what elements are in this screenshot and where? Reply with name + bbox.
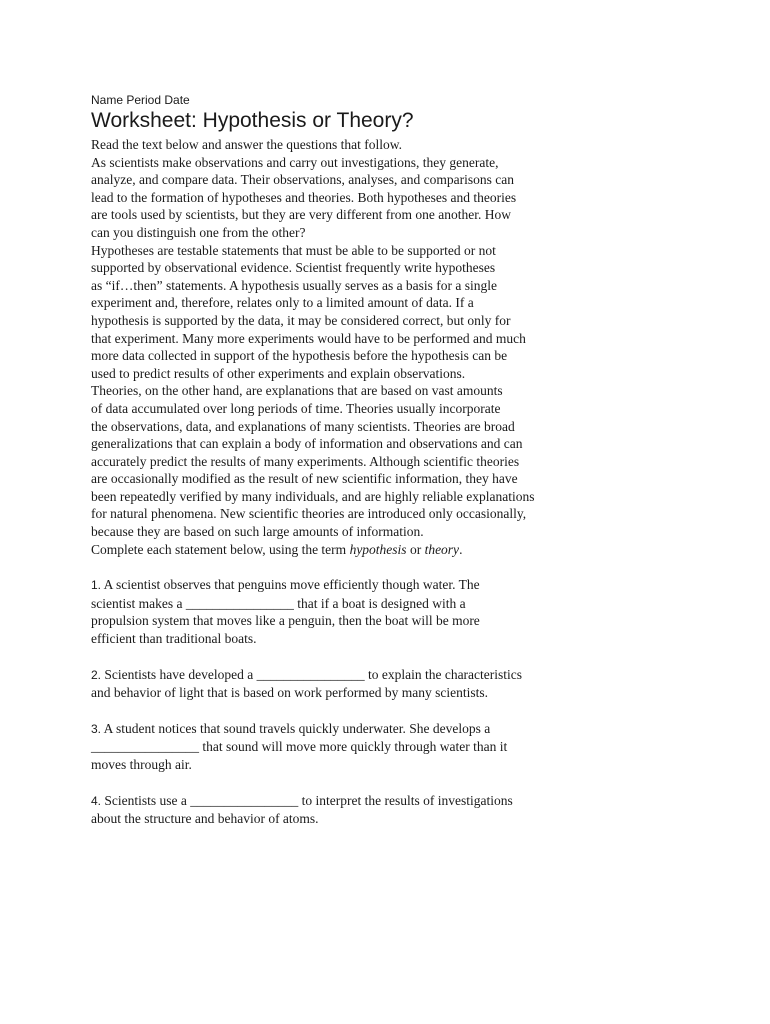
worksheet-title: Worksheet: Hypothesis or Theory? [91,109,414,132]
question-4 [91,792,611,828]
term-hypothesis: hypothesis [349,541,407,557]
instruction-or: or [406,541,425,557]
instruction-prefix: Complete each statement below, using the term [91,541,350,557]
question-text: Scientists have developed a ________________ to explain the characteristics and behavior of light that is based on work performed by many scientists. [91,666,523,701]
question-text: A student notices that sound travels quickly underwater. She develops a ________________ that sound will move more quickly through water than it moves through air. [91,720,508,772]
question-text: Scientists use a ________________ to interpret the results of investigations about the structure and behavior of atoms. [91,792,513,827]
question-number: 4. [91,793,102,808]
question-number: 2. [91,667,102,682]
hypotheses-paragraph: Hypotheses are testable statements that must be able to be supported or not supported by observational evidence. Scientist frequently write hypotheses as “if…then” statements. A hypothesis usually serves as a basis for a single experiment and, therefore, relates only to a limited amount of data. If a hypothesis is supported by the data, it may be considered correct, but only for that experiment. Many more experiments would have to be performed and much more data collected in support of the hypothesis before the hypothesis can be used to predict results of other experiments and explain observations. [91,242,526,381]
directions-text: Read the text below and answer the questions that follow. [91,137,403,152]
intro-paragraph: As scientists make observations and carry out investigations, they generate, analyze, and compare data. Their observations, analyses, and comparisons can lead to the formation of hypotheses and theories. Both hypotheses and theories are tools used by scientists, but they are very different from one another. How can you distinguish one from the other? [91,154,517,240]
question-number: 3. [91,721,102,736]
theories-paragraph: Theories, on the other hand, are explanations that are based on vast amounts of data accumulated over long periods of time. Theories usually incorporate the observations, data, and explanations of many scientists. Theories are broad generalizations that can explain a body of information and observations and can accurately predict the results of many experiments. Although scientific theories are occasionally modified as the result of new scientific information, they have been repeatedly verified by many individuals, and are highly reliable explanations for natural phenomena. New scientific theories are introduced only occasionally, because they are based on such large amounts of information. [91,383,535,540]
worksheet-page [91,92,611,828]
instruction-suffix: . [459,541,463,557]
question-text: A scientist observes that penguins move efficiently though water. The scientist makes a ________________ that if a boat is designed with a propulsion system that moves like a penguin, then the boat will be more efficient than traditional boats. [91,577,480,647]
question-1 [91,576,611,647]
name-period-date-line: Name Period Date [91,93,190,107]
completion-instruction [91,541,611,559]
question-2 [91,666,611,702]
question-3 [91,720,611,774]
term-theory: theory [424,541,460,557]
question-number: 1. [91,578,102,593]
